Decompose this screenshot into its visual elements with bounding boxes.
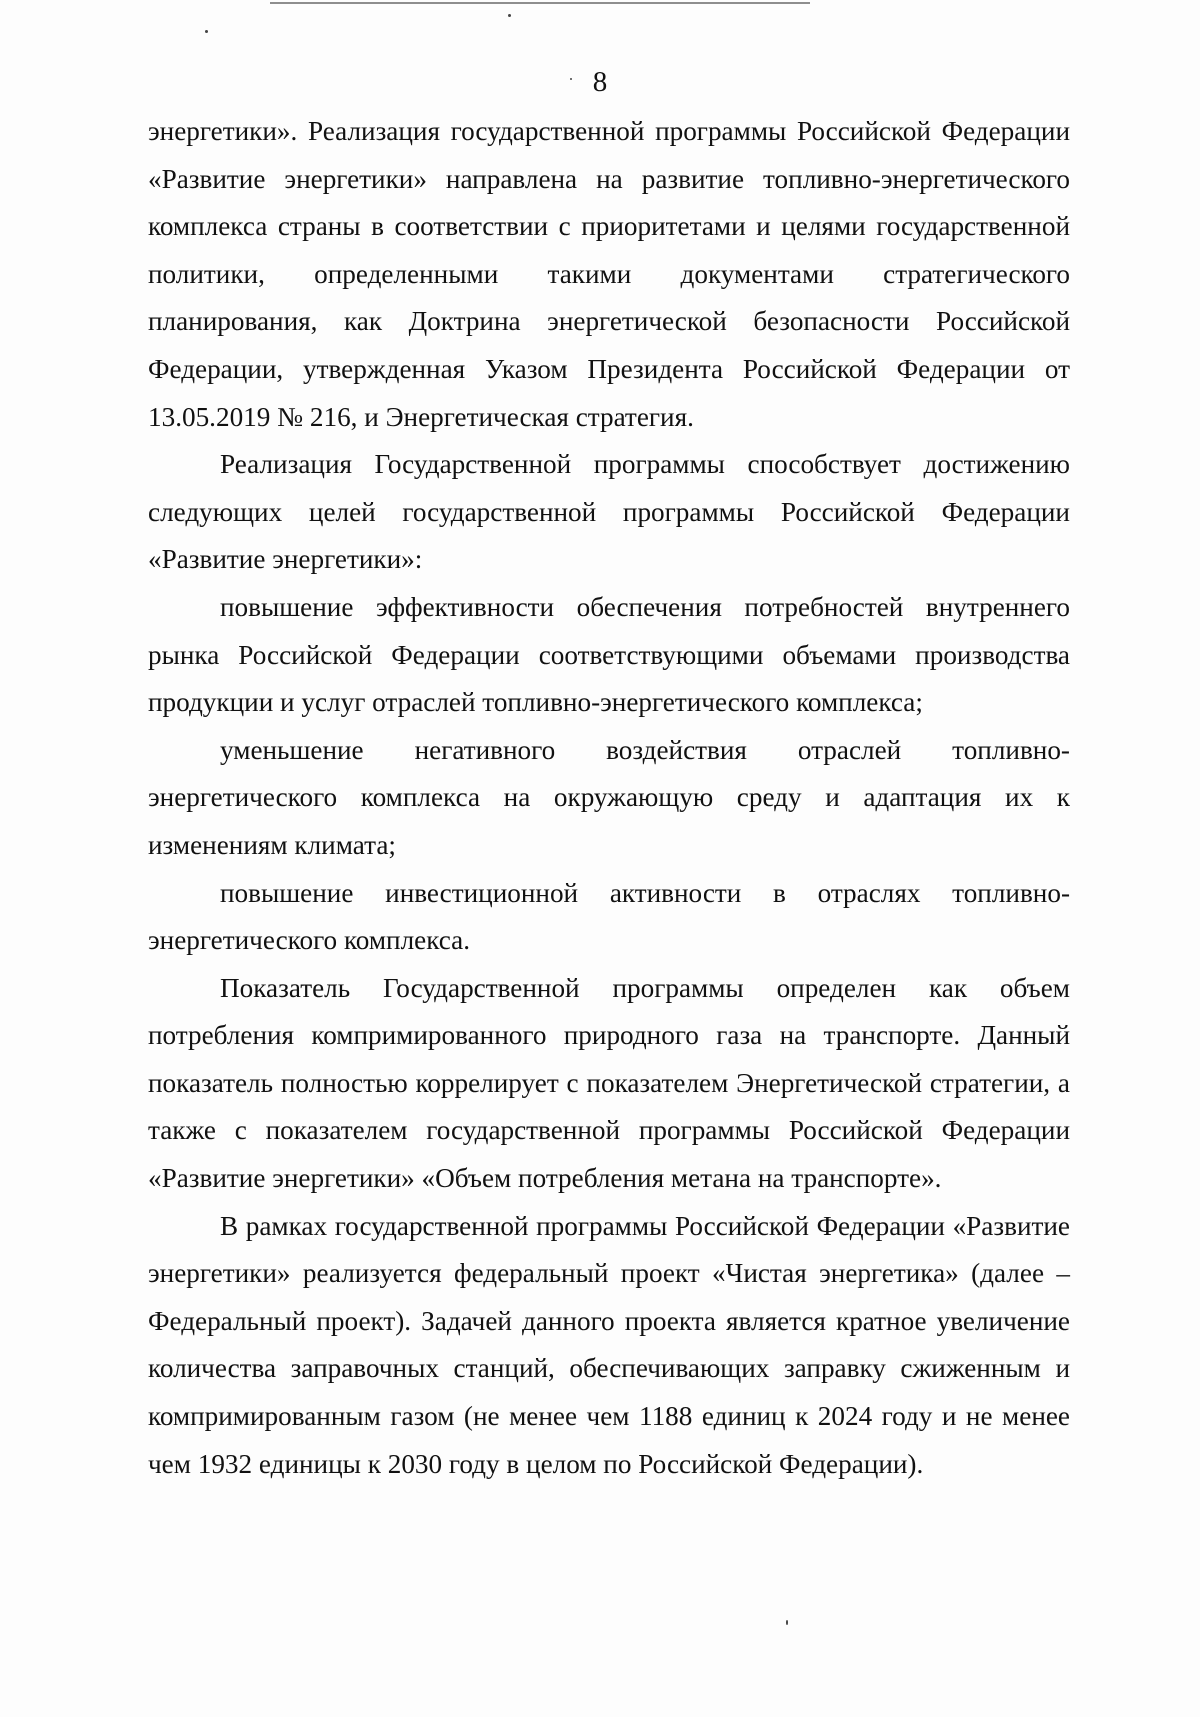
paragraph: повышение эффективности обеспечения потребностей внутреннего рынка Российской Федерации соответствующими объемами производства продукции и услуг отраслей топливно-энергетического комплекса; (148, 591, 1070, 718)
paragraph: повышение инвестиционной активности в отраслях топливно-энергетического комплекса. (148, 877, 1070, 956)
paragraph: Реализация Государственной программы способствует достижению следующих целей государственной программы Российской Федерации «Развитие энергетики»: (148, 449, 1070, 575)
scan-edge-line (270, 2, 810, 4)
paragraph: энергетики». Реализация государственной программы Российской Федерации «Развитие энергетики» направлена на развитие топливно-энергетического комплекса страны в соответствии с приоритетами и целями государственной политики, определенными такими документами стратегического планирования, как Доктрина энергетической безопасности Российской Федерации, утвержденная Указом Президента Российской Федерации от 13.05.2019 № 216, и Энергетическая стратегия. (148, 116, 1070, 432)
paragraph: В рамках государственной программы Российской Федерации «Развитие энергетики» реализуется федеральный проект «Чистая энергетика» (далее – Федеральный проект). Задачей данного проекта является кратное увеличение количества заправочных станций, обеспечивающих заправку сжиженным и компримированным газом (не менее чем 1188 единиц к 2024 году и не менее чем 1932 единицы к 2030 году в целом по Российской Федерации). (148, 1210, 1070, 1479)
page-number: 8 (592, 66, 608, 98)
document-body (148, 108, 1070, 1488)
scan-speck (508, 14, 511, 17)
paragraph: уменьшение негативного воздействия отраслей топливно-энергетического комплекса на окружающую среду и адаптация их к изменениям климата; (148, 734, 1070, 860)
paragraph: Показатель Государственной программы определен как объем потребления компримированного природного газа на транспорте. Данный показатель полностью коррелирует с показателем Энергетической стратегии, а также с показателем государственной программы Российской Федерации «Развитие энергетики» «Объем потребления метана на транспорте». (148, 972, 1070, 1194)
scan-speck (205, 30, 208, 33)
scan-speck (786, 1620, 788, 1625)
